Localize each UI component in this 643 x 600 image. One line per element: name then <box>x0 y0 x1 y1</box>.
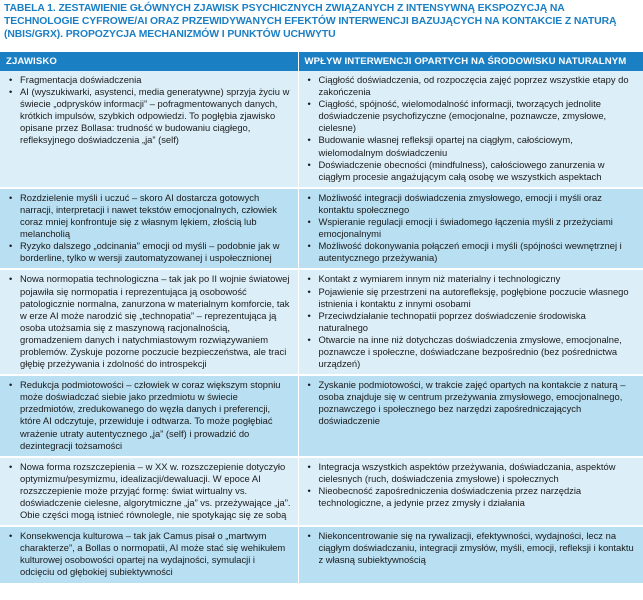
intervention-cell <box>298 269 643 375</box>
list-item: • Wspieranie regulacji emocji i świadomego łączenia myśli z przeżyciami emocjonalnymi <box>305 216 638 240</box>
list-item: • Budowanie własnej refleksji opartej na ciągłym, całościowym, wielomodalnym doświadczeniu <box>305 134 638 158</box>
table-row <box>0 375 643 457</box>
bullet-list <box>305 379 638 427</box>
phenomenon-cell <box>0 71 298 188</box>
phenomenon-cell <box>0 526 298 583</box>
phenomenon-cell <box>0 269 298 375</box>
table-caption-label: TABELA 1. <box>4 3 56 14</box>
bullet-list <box>305 530 638 566</box>
list-item: • Przeciwdziałanie technopatii poprzez doświadczenie środowiska naturalnego <box>305 310 638 334</box>
list-item: • Możliwość integracji doświadczenia zmysłowego, emocji i myśli oraz kontaktu społecznego <box>305 192 638 216</box>
list-item: • Zyskanie podmiotowości, w trakcie zajęć opartych na kontakcie z naturą – osoba znajduje się w centrum przeżywania zmysłowego, emocjonalnego, poznawczego i społecznego bez narzędzi zapośredniczających doświadczenie <box>305 379 638 427</box>
phenomenon-cell <box>0 375 298 457</box>
list-item: • Redukcja podmiotowości – człowiek w coraz większym stopniu może doświadczać siebie jako przedmiotu w świecie przedmiotów, zredukowanego do węzła danych i preferencji, które AI odczytuje, przewiduje i odtwarza. To może pogłębiać wrażenie utraty autentycznego „ja” (self) i prowadzić do dezintegracji tożsamości <box>6 379 292 452</box>
table-row <box>0 526 643 583</box>
list-item: • Integracja wszystkich aspektów przeżywania, doświadczania, aspektów cielesnych (ruch, doświadczenia zmysłowe) i społecznych <box>305 461 638 485</box>
bullet-list <box>305 192 638 265</box>
list-item: • Konsekwencja kulturowa – tak jak Camus pisał o „martwym charakterze”, a Bollas o normopatii, AI może stać się wehikułem kulturowej osobowości opartej na wydajności, symulacji i odcięciu od głębokiej subiektywności <box>6 530 292 578</box>
table-row <box>0 269 643 375</box>
table-row <box>0 71 643 188</box>
table-caption-text: ZESTAWIENIE GŁÓWNYCH ZJAWISK PSYCHICZNYCH ZWIĄZANYCH Z INTENSYWNĄ EKSPOZYCJĄ NA TECHNOLOGIE CYFROWE/AI ORAZ PRZEWIDYWANYCH EFEKTÓW INTERWENCJI BAZUJĄCYCH NA KONTAKCIE Z NATURĄ (NBIS/GRX). PROPOZYCJA MECHANIZMÓW I PUNKTÓW UCHWYTU <box>4 3 617 40</box>
intervention-cell <box>298 457 643 526</box>
list-item: • Doświadczenie obecności (mindfulness), całościowego zanurzenia w ciągłym procesie angażującym całą osobę we wszystkich aspektach <box>305 159 638 183</box>
bullet-list <box>305 461 638 509</box>
bullet-list <box>6 461 292 521</box>
list-item: • Możliwość dokonywania połączeń emocji i myśli (spójności wewnętrznej i autentycznego przeżywania) <box>305 240 638 264</box>
intervention-cell <box>298 375 643 457</box>
list-item: • Otwarcie na inne niż dotychczas doświadczenia zmysłowe, emocjonalne, poznawcze i społeczne, doświadczane bezpośrednio (bez pośrednictwa urządzeń) <box>305 334 638 370</box>
list-item: • AI (wyszukiwarki, asystenci, media generatywne) sprzyja życiu w świecie „odprysków informacji” – pofragmentowanych danych, krótkich impulsów, szybkich odpowiedzi. To pogłębia zjawisko opisane przez Bollasa: trudność w budowaniu ciągłego, refleksyjnego doświadczenia „ja” (self) <box>6 86 292 146</box>
list-item: • Niekoncentrowanie się na rywalizacji, efektywności, wydajności, lecz na ciągłym doświadczaniu, integracji zmysłów, myśli, emocji, refleksji i kontaktu z własną subiektywnością <box>305 530 638 566</box>
bullet-list <box>6 273 292 370</box>
list-item: • Pojawienie się przestrzeni na autorefleksję, pogłębione poczucie własnego istnienia i kontaktu z innymi osobami <box>305 286 638 310</box>
list-item: • Ciągłość, spójność, wielomodalność informacji, tworzących jednolite doświadczenie psychofizyczne (emocjonalne, poznawcze, zmysłowe, cielesne) <box>305 98 638 134</box>
bullet-list <box>6 530 292 578</box>
table-row <box>0 457 643 526</box>
list-item: • Nowa normopatia technologiczna – tak jak po II wojnie światowej pojawiła się normopatia i reprezentująca ją osobowość patologicznie normalna, zanurzona w materialnym komforcie, tak w erze AI może narodzić się „technopatia” – reprezentująca ją osoba utożsamia się z maszynową racjonalnością, gromadzeniem danych i natychmiastowym rozwiązywaniem problemów. Zyskuje pozorne poczucie bezpieczeństwa, ale traci głębię przeżywania i zdolność do introspekcji <box>6 273 292 370</box>
bullet-list <box>305 74 638 183</box>
table-caption <box>4 2 640 41</box>
list-item: • Nowa forma rozszczepienia – w XX w. rozszczepienie dotyczyło optymizmu/pesymizmu, idealizacji/dewaluacji. W epoce AI rozszczepienie może przyjąć formę: świat wirtualny vs. doświadczenie cielesne, algorytmiczne „ja” vs. przeżywające „ja”. Obie części mogą istnieć równolegle, nie spotykając się ze sobą <box>6 461 292 521</box>
phenomenon-cell <box>0 457 298 526</box>
list-item: • Nieobecność zapośredniczenia doświadczenia przez narzędzia technologiczne, a jedynie przez zmysły i działania <box>305 485 638 509</box>
list-item: • Ryzyko dalszego „odcinania” emocji od myśli – podobnie jak w borderline, tylko w wersji zautomatyzowanej i uspołecznionej <box>6 240 292 264</box>
comparison-table <box>0 52 643 585</box>
intervention-cell <box>298 71 643 188</box>
list-item: • Kontakt z wymiarem innym niż materialny i technologiczny <box>305 273 638 285</box>
table-header-row <box>0 52 643 71</box>
list-item: • Fragmentacja doświadczenia <box>6 74 292 86</box>
intervention-cell <box>298 526 643 583</box>
phenomenon-cell <box>0 188 298 270</box>
intervention-cell <box>298 188 643 270</box>
header-intervention-impact: WPŁYW INTERWENCJI OPARTYCH NA ŚRODOWISKU NATURALNYM <box>298 52 643 71</box>
list-item: • Ciągłość doświadczenia, od rozpoczęcia zajęć poprzez wszystkie etapy do zakończenia <box>305 74 638 98</box>
bullet-list <box>6 74 292 147</box>
bullet-list <box>6 192 292 265</box>
table-row <box>0 188 643 270</box>
header-phenomenon: ZJAWISKO <box>0 52 298 71</box>
list-item: • Rozdzielenie myśli i uczuć – skoro AI dostarcza gotowych narracji, interpretacji i nawet tekstów emocjonalnych, człowiek coraz mniej konfrontuje się z własnym lękiem, złością lub melancholią <box>6 192 292 240</box>
bullet-list <box>305 273 638 370</box>
bullet-list <box>6 379 292 452</box>
